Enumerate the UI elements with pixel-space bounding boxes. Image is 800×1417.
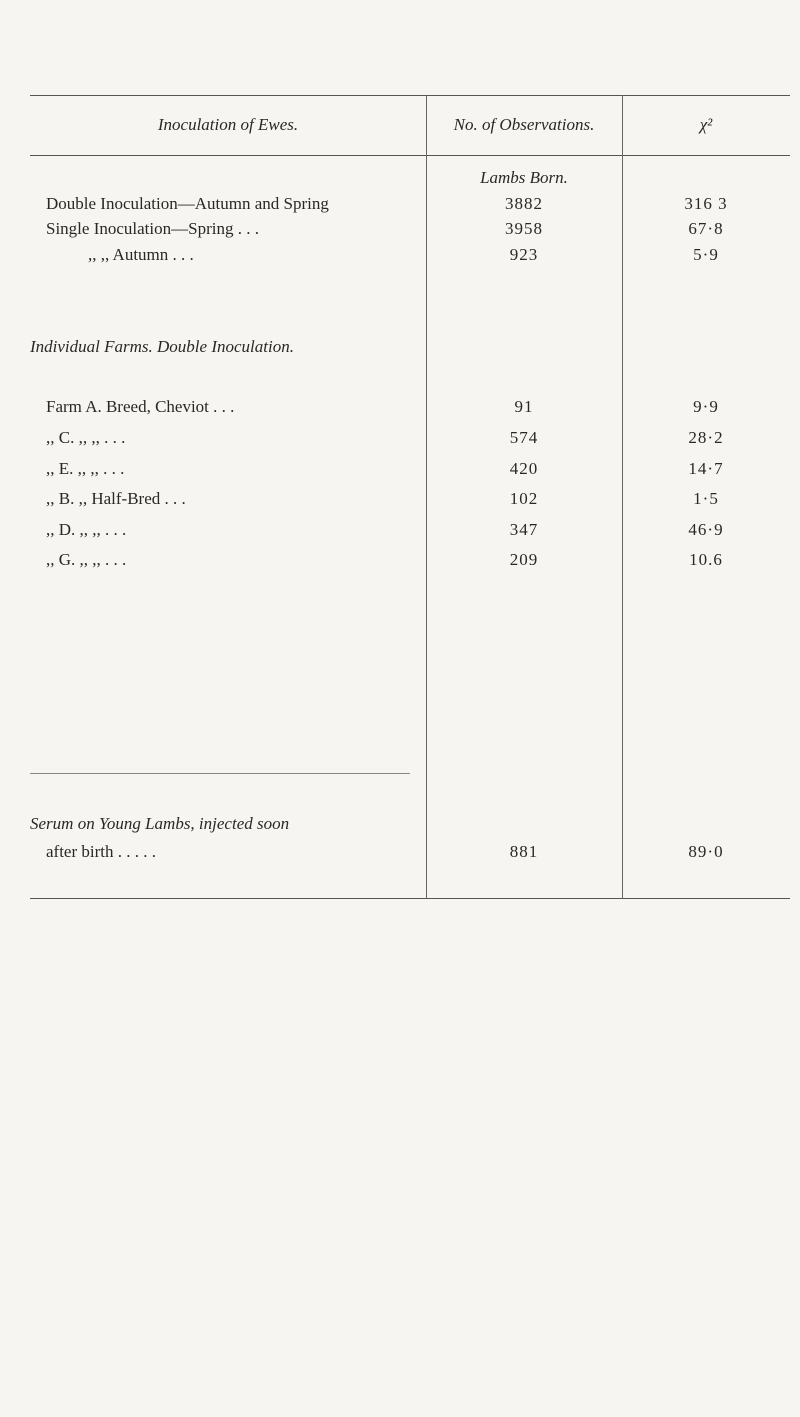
- farm-row-observations: 209: [509, 550, 539, 569]
- section-divider: [30, 773, 410, 774]
- header-observations: No. of Observations.: [453, 115, 595, 134]
- section-title-serum: Serum on Young Lambs, injected soon: [30, 814, 290, 833]
- serum-observations: 881: [509, 842, 539, 861]
- bottom-rule: [30, 898, 790, 899]
- farm-row-label: Farm A. Breed, Cheviot . . .: [46, 397, 235, 416]
- farm-row-label: ,, E. ,, ,, . . .: [46, 459, 125, 478]
- row-chi: 67·8: [688, 219, 724, 238]
- farm-row-observations: 420: [509, 459, 539, 478]
- farm-row-chi: 9·9: [693, 397, 719, 416]
- subheader-lambs-born: Lambs Born.: [480, 168, 568, 187]
- section-title-serum-line2: after birth . . . . .: [46, 842, 156, 861]
- serum-chi: 89·0: [688, 842, 724, 861]
- top-rule: [30, 95, 790, 96]
- farm-row-observations: 102: [509, 489, 539, 508]
- farm-row-label: ,, G. ,, ,, . . .: [46, 550, 127, 569]
- farm-row-observations: 91: [514, 397, 534, 416]
- farm-row-chi: 1·5: [693, 489, 719, 508]
- row-chi: 316 3: [684, 194, 728, 213]
- section-title-individual-farms: Individual Farms. Double Inoculation.: [30, 337, 294, 356]
- row-label: Double Inoculation—Autumn and Spring: [46, 194, 329, 213]
- farm-row-observations: 347: [509, 520, 539, 539]
- farm-row-label: ,, B. ,, Half-Bred . . .: [46, 489, 186, 508]
- header-chi-squared: χ²: [699, 115, 713, 134]
- farm-row-chi: 28·2: [688, 428, 724, 447]
- farm-row-chi: 14·7: [688, 459, 724, 478]
- farm-row-label: ,, D. ,, ,, . . .: [46, 520, 127, 539]
- farm-row-chi: 46·9: [688, 520, 724, 539]
- row-chi: 5·9: [693, 245, 719, 264]
- row-observations: 3882: [505, 194, 543, 213]
- header-inoculation: Inoculation of Ewes.: [157, 115, 299, 134]
- row-label: Single Inoculation—Spring . . .: [46, 219, 259, 238]
- header-rule: [30, 155, 790, 156]
- farm-row-observations: 574: [509, 428, 539, 447]
- farm-row-label: ,, C. ,, ,, . . .: [46, 428, 126, 447]
- farm-row-chi: 10.6: [689, 550, 723, 569]
- row-observations: 923: [509, 245, 539, 264]
- row-label: ,, ,, Autumn . . .: [88, 245, 194, 264]
- row-observations: 3958: [505, 219, 543, 238]
